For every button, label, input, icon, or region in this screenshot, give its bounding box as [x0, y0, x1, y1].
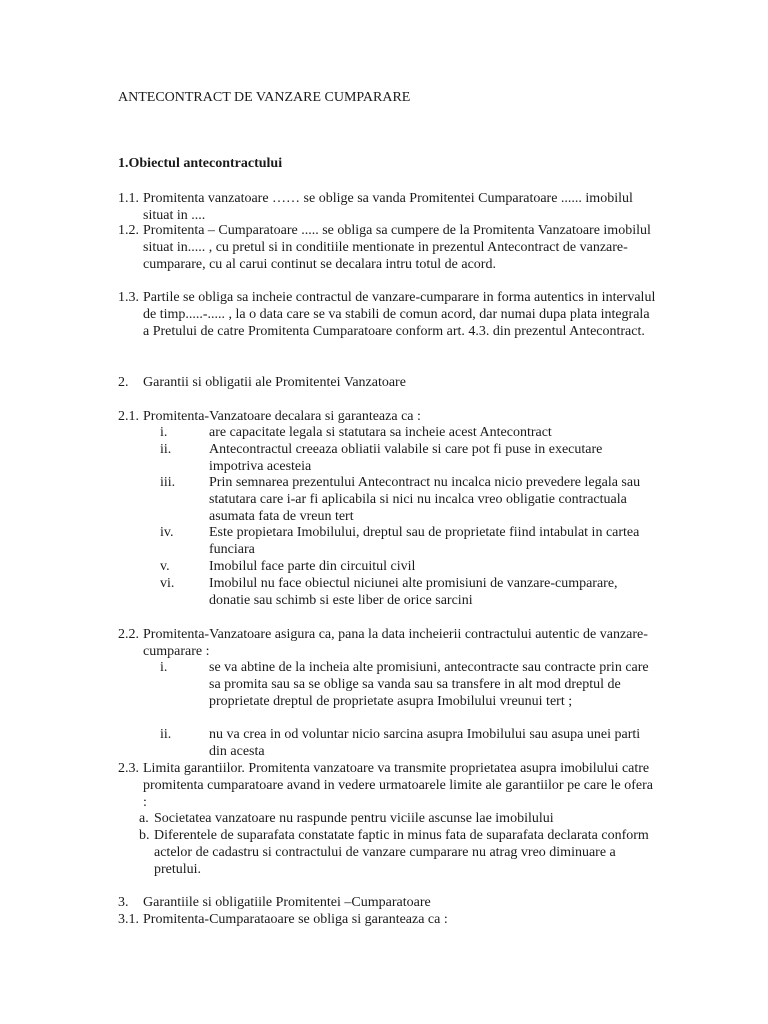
clause-number: 2.3. [118, 761, 139, 776]
list-marker: iv. [160, 525, 174, 540]
clause-3-1 [118, 911, 658, 928]
document-title: ANTECONTRACT DE VANZARE CUMPARARE [118, 90, 411, 105]
list-marker: b. [139, 828, 150, 843]
list-marker: i. [160, 425, 168, 440]
clause-number: 2.1. [118, 409, 139, 424]
clause-text: Promitenta – Cumparatoare ..... se obliga sa cumpere de la Promitenta Vanzatoare imobilul situat in..... , cu pretul si in conditiile mentionate in prezentul Antecontract de vanzare-cumparare, cu al carui continut se decalara intru totul de acord. [143, 223, 651, 272]
list-text: Imobilul face parte din circuitul civil [209, 559, 416, 574]
list-item [160, 524, 660, 558]
list-item [160, 726, 660, 760]
list-text: Este propietara Imobilului, dreptul sau de proprietate fiind intabulat in cartea funciara [209, 525, 640, 557]
list-text: se va abtine de la incheia alte promisiuni, antecontracte sau contracte prin care sa promita sau sa se oblige sa vanda sau sa transfere in alt mod dreptul de proprietate dreptul de proprietate asupra Imobilului vreunui tert ; [209, 660, 649, 709]
clause-text: Partile se obliga sa incheie contractul de vanzare-cumparare in forma autentics in intervalul de timp.....-..... , la o data care se va stabili de comun acord, dar numai dupa plata integrala a Pretului de catre Promitenta Cumparatoare conform art. 4.3. din prezentul Antecontract. [143, 290, 656, 339]
clause-2-1 [118, 408, 658, 425]
list-item [160, 659, 660, 710]
list-marker: ii. [160, 727, 172, 742]
clause-number: 1.2. [118, 223, 139, 238]
list-item [160, 575, 660, 609]
clause-text: Promitenta-Vanzatoare asigura ca, pana la data incheierii contractului autentic de vanzare-cumparare : [143, 627, 648, 659]
list-marker: vi. [160, 576, 175, 591]
section-1-heading: 1.Obiectul antecontractului [118, 156, 283, 171]
clause-text: Promitenta vanzatoare …… se oblige sa vanda Promitentei Cumparatoare ...... imobilul situat in .... [143, 191, 633, 223]
list-item [160, 474, 660, 525]
list-marker: iii. [160, 475, 176, 490]
list-text: Diferentele de suparafata constatate faptic in minus fata de suparafata declarata conform actelor de cadastru si contractului de vanzare cumparare nu atrag vreo diminuare a pretului. [154, 828, 649, 877]
clause-2-3 [118, 760, 658, 811]
section-2-heading [118, 374, 658, 391]
clause-1-2 [118, 222, 658, 273]
clause-1-3 [118, 289, 658, 340]
clause-text: Limita garantiilor. Promitenta vanzatoare va transmite proprietatea asupra imobilului catre promitenta cumparatoare avand in vedere urmatoarele limite ale garantiilor pe care le ofera : [143, 761, 653, 810]
list-marker: a. [139, 811, 149, 826]
clause-number: 1.1. [118, 191, 139, 206]
list-text: Societatea vanzatoare nu raspunde pentru viciile ascunse lae imobilului [154, 811, 554, 826]
list-text: are capacitate legala si statutara sa incheie acest Antecontract [209, 425, 552, 440]
section-title: Garantii si obligatii ale Promitentei Vanzatoare [143, 375, 406, 390]
clause-number: 1.3. [118, 290, 139, 305]
list-marker: v. [160, 559, 170, 574]
list-text: Imobilul nu face obiectul niciunei alte promisiuni de vanzare-cumparare, donatie sau schimb si este liber de orice sarcini [209, 576, 618, 608]
list-text: Antecontractul creeaza obliatii valabile si care pot fi puse in executare impotriva acesteia [209, 442, 603, 474]
section-number: 2. [118, 375, 129, 390]
list-item [139, 827, 659, 878]
section-number: 3. [118, 895, 129, 910]
section-3-heading [118, 894, 658, 911]
clause-text: Promitenta-Cumparataoare se obliga si garanteaza ca : [143, 912, 448, 927]
list-text: Prin semnarea prezentului Antecontract nu incalca nicio prevedere legala sau statutara care i-ar fi aplicabila si nici nu incalca vreo obligatie contractuala asumata fata de vreun tert [209, 475, 641, 524]
list-item [160, 441, 660, 475]
clause-text: Promitenta-Vanzatoare decalara si garanteaza ca : [143, 409, 421, 424]
list-item [139, 810, 659, 827]
list-text: nu va crea in od voluntar nicio sarcina asupra Imobilului sau asupa unei parti din acesta [209, 727, 641, 759]
section-title: Garantiile si obligatiile Promitentei –Cumparatoare [143, 895, 431, 910]
list-item [160, 424, 660, 441]
list-marker: ii. [160, 442, 172, 457]
list-item [160, 558, 660, 575]
list-marker: i. [160, 660, 168, 675]
clause-number: 2.2. [118, 627, 139, 642]
clause-number: 3.1. [118, 912, 139, 927]
clause-2-2 [118, 626, 658, 660]
clause-1-1 [118, 190, 658, 224]
